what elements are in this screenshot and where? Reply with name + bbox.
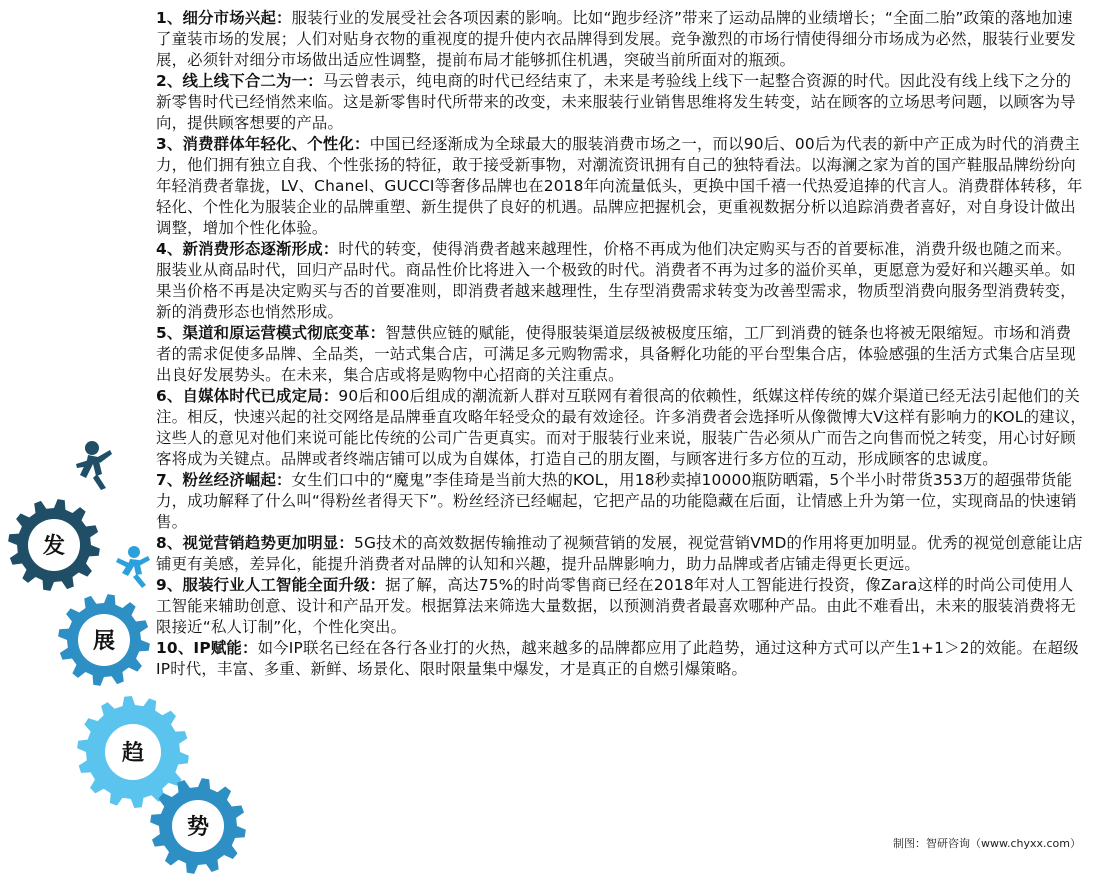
list-item: [156, 134, 1086, 239]
gear-3: [77, 696, 189, 808]
list-item: [156, 470, 1086, 533]
list-item: [156, 533, 1086, 575]
gear-4-char: 势: [186, 815, 210, 840]
item-heading: 10、IP赋能：: [156, 639, 258, 657]
list-item: [156, 8, 1086, 71]
item-body: 90后和00后组成的潮流新人群对互联网有着很高的依赖性，纸媒这样传统的媒介渠道已经无法引起他们的关注。相反，快速兴起的社交网络是品牌垂直攻略年轻受众的最有效途径。许多消费者会选择听从像微博大V这样有影响力的KOL的建议，这些人的意见对他们来说可能比传统的公司广告更真实。而对于服装行业来说，服装广告必须从广而告之向售而悦之转变，用心讨好顾客将成为关键点。品牌或者终端店铺可以成为自媒体，打造自己的朋友圈，与顾客进行多方位的互动，形成顾客的忠诚度。: [156, 387, 1086, 468]
running-person-icon: [116, 546, 150, 588]
climbing-person-icon: [76, 441, 112, 490]
item-body: 据了解，高达75%的时尚零售商已经在2018年对人工智能进行投资，像Zara这样的时尚公司使用人工智能来辅助创意、设计和产品开发。根据算法来筛选大量数据，以预测消费者最喜欢哪种产品。由此不难看出，未来的服装消费将无限接近“私人订制”化，个性化突出。: [156, 576, 1076, 636]
item-heading: 6、自媒体时代已成定局：: [156, 387, 339, 405]
item-heading: 5、渠道和原运营模式彻底变革：: [156, 324, 386, 342]
list-item: [156, 575, 1086, 638]
item-body: 服装行业的发展受社会各项因素的影响。比如“跑步经济”带来了运动品牌的业绩增长；“全面二胎”政策的落地加速了童装市场的发展；人们对贴身衣物的重视度的提升使内衣品牌得到发展。竞争激烈的市场行情使得细分市场成为必然，服装行业要发展，必须针对细分市场做出适应性调整，提前布局才能够抓住机遇，突破当前所面对的瓶颈。: [156, 9, 1076, 69]
list-item: [156, 239, 1086, 323]
list-item: [156, 386, 1086, 470]
item-body: 马云曾表示，纯电商的时代已经结束了，未来是考验线上线下一起整合资源的时代。因此没有线上线下之分的新零售时代已经悄然来临。这是新零售时代所带来的改变，未来服装行业销售思维将发生转变，站在顾客的立场思考问题，以顾客为导向，提供顾客想要的产品。: [156, 72, 1076, 132]
item-heading: 4、新消费形态逐渐形成：: [156, 240, 339, 258]
gear-2-char: 展: [92, 629, 116, 654]
item-heading: 2、线上线下合二为一：: [156, 72, 323, 90]
item-body: 5G技术的高效数据传输推动了视频营销的发展，视觉营销VMD的作用将更加明显。优秀的视觉创意能让店铺更有美感，差异化，能提升消费者对品牌的认知和兴趣，提升品牌影响力，助力品牌或者店铺走得更长更远。: [156, 534, 1083, 573]
list-item: [156, 638, 1086, 680]
item-body: 如今IP联名已经在各行各业打的火热，越来越多的品牌都应用了此趋势，通过这种方式可以产生1+1＞2的效能。在超级IP时代，丰富、多重、新鲜、场景化、限时限量集中爆发，才是真正的自燃引爆策略。: [156, 639, 1079, 678]
gear-1-char: 发: [42, 534, 66, 559]
gear-3-char: 趋: [121, 741, 145, 766]
list-item: [156, 323, 1086, 386]
item-body: 时代的转变，使得消费者越来越理性，价格不再成为他们决定购买与否的首要标准，消费升级也随之而来。服装业从商品时代，回归产品时代。商品性价比将进入一个极致的时代。消费者不再为过多的溢价买单，更愿意为爱好和兴趣买单。如果当价格不再是决定购买与否的首要准则，即消费者越来越理性，生存型消费需求转变为改善型需求，物质型消费向服务型消费转变，新的消费形态也悄然形成。: [156, 240, 1076, 321]
item-body: 女生们口中的“魔鬼”李佳琦是当前大热的KOL，用18秒卖掉10000瓶防晒霜，5个半小时带货353万的超强带货能力，成功解释了什么叫“得粉丝者得天下”。粉丝经济已经崛起，它把产品的功能隐藏在后面，让情感上升为第一位，实现商品的快速销售。: [156, 471, 1077, 531]
trend-list: [156, 8, 1086, 680]
item-body: 中国已经逐渐成为全球最大的服装消费市场之一，而以90后、00后为代表的新中产正成为时代的消费主力，他们拥有独立自我、个性张扬的特征，敢于接受新事物，对潮流资讯拥有自己的独特看法。以海澜之家为首的国产鞋服品牌纷纷向年轻消费者靠拢，LV、Chanel、GUCCI等奢侈品牌也在2018年向流量低头，更换中国千禧一代热爱追捧的代言人。消费群体转移，年轻化、个性化为服装企业的品牌重塑、新生提供了良好的机遇。品牌应把握机会，更重视数据分析以追踪消费者喜好，对自身设计做出调整，增加个性化体验。: [156, 135, 1083, 237]
item-heading: 9、服装行业人工智能全面升级：: [156, 576, 386, 594]
gear-4: [150, 778, 246, 874]
item-body: 智慧供应链的赋能，使得服装渠道层级被极度压缩，工厂到消费的链条也将被无限缩短。市场和消费者的需求促使多品牌、全品类，一站式集合店，可满足多元购物需求，具备孵化功能的平台型集合店，体验感强的生活方式集合店呈现出良好发展势头。在未来，集合店或将是购物中心招商的关注重点。: [156, 324, 1076, 384]
gear-2: [58, 594, 150, 686]
list-item: [156, 71, 1086, 134]
item-heading: 7、粉丝经济崛起：: [156, 471, 292, 489]
source-credit: 制图：智研咨询（www.chyxx.com）: [892, 837, 1081, 850]
item-heading: 8、视觉营销趋势更加明显：: [156, 534, 354, 552]
item-heading: 1、细分市场兴起：: [156, 9, 292, 27]
gear-1: [8, 499, 100, 591]
item-heading: 3、消费群体年轻化、个性化：: [156, 135, 370, 153]
